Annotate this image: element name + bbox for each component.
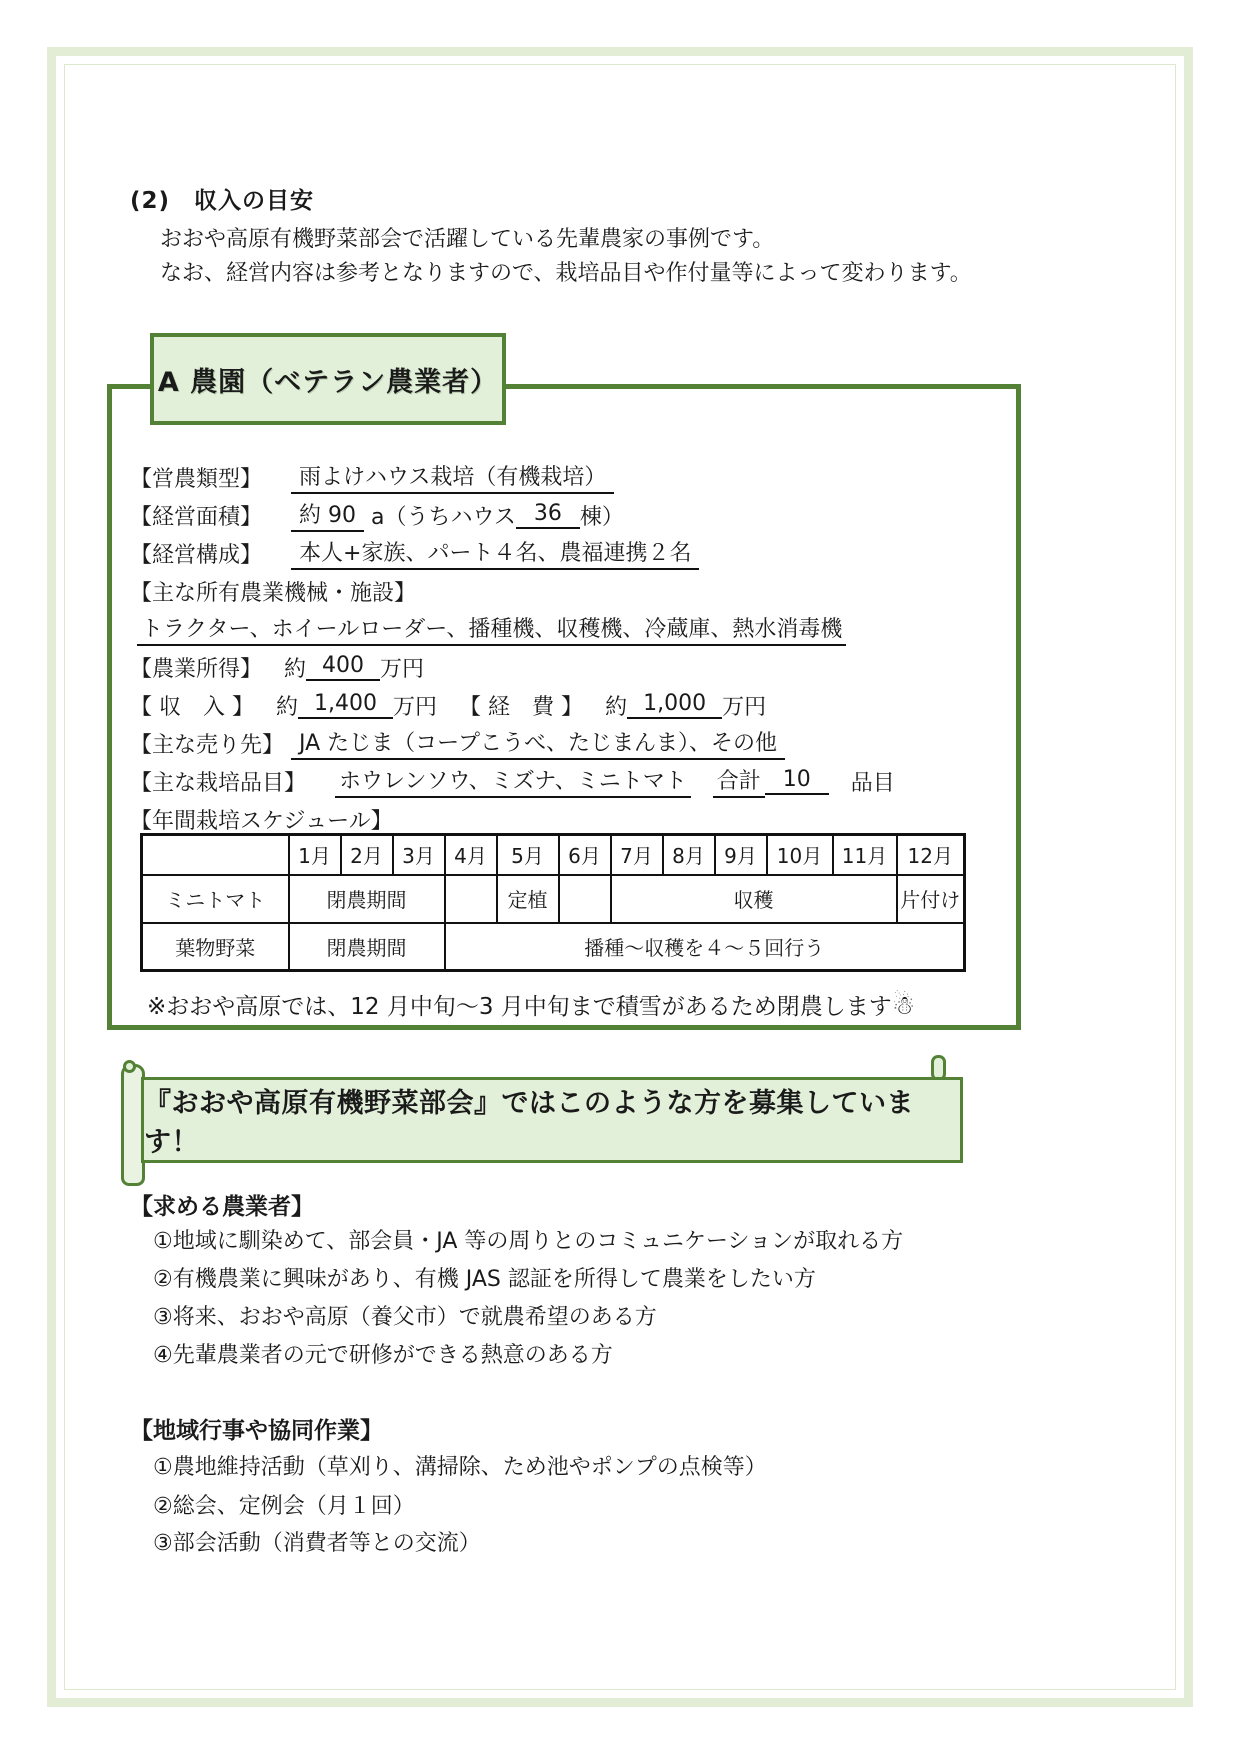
schedule-cell: 閉農期間	[289, 923, 445, 971]
field-value: 1,000	[627, 691, 722, 719]
event-item-3: ③部会活動（消費者等との交流）	[153, 1531, 481, 1556]
schedule-cell-empty	[559, 875, 611, 923]
seeking-item-2: ②有機農業に興味があり、有機 JAS 認証を所得して農業をしたい方	[153, 1267, 816, 1292]
community-events-heading: 【地域行事や協同作業】	[130, 1418, 383, 1444]
month-header: 6月	[559, 835, 611, 875]
month-header: 8月	[663, 835, 715, 875]
table-corner-cell	[142, 835, 289, 875]
table-header-row	[142, 835, 965, 875]
seeking-item-1: ①地域に馴染めて、部会員・JA 等の周りとのコミュニケーションが取れる方	[153, 1229, 904, 1254]
field-text: 万円	[722, 694, 767, 720]
field-text: 棟）	[579, 504, 624, 530]
farm-fields	[130, 458, 1005, 838]
scroll-curl-icon	[123, 1060, 136, 1073]
field-label: 【年間栽培スケジュール】	[130, 808, 393, 834]
field-value: 約 90	[291, 498, 364, 532]
field-text: 万円	[380, 656, 425, 682]
field-value: トラクター、ホイールローダー、播種機、収穫機、冷蔵庫、熱水消毒機	[137, 612, 846, 646]
field-label: 【 収 入 】	[130, 694, 254, 720]
annual-schedule-table	[140, 833, 966, 972]
crop-name-cell: 葉物野菜	[142, 923, 289, 971]
field-revenue-expense	[130, 686, 1005, 724]
seeking-farmers-heading: 【求める農業者】	[130, 1194, 314, 1220]
intro-text-line2: なお、経営内容は参考となりますので、栽培品目や作付量等によって変わります。	[160, 261, 972, 286]
crop-name-cell: ミニトマト	[142, 875, 289, 923]
field-machines-label	[130, 572, 1005, 610]
field-text: 約	[284, 656, 307, 682]
event-item-2: ②総会、定例会（月１回）	[153, 1494, 415, 1519]
seeking-item-3: ③将来、おおや高原（養父市）で就農希望のある方	[153, 1305, 657, 1330]
field-value: 本人+家族、パート４名、農福連携２名	[291, 536, 699, 570]
field-label: 【主な売り先】	[130, 732, 285, 758]
field-value: 10	[765, 767, 829, 795]
field-label: 【主な栽培品目】	[130, 770, 307, 796]
schedule-cell: 播種～収穫を４～５回行う	[445, 923, 965, 971]
field-farm-income	[130, 648, 1005, 686]
schedule-cell: 片付け	[897, 875, 965, 923]
field-text: 品目	[850, 770, 895, 796]
month-header: 2月	[341, 835, 393, 875]
schedule-note	[147, 988, 915, 1021]
schedule-cell: 閉農期間	[289, 875, 445, 923]
field-text: 約	[276, 694, 299, 720]
field-text: 万円	[393, 694, 438, 720]
field-label: 【農業所得】	[130, 656, 263, 682]
field-label: 【主な所有農業機械・施設】	[130, 580, 417, 606]
field-label: 【営農類型】	[130, 466, 263, 492]
field-value: ホウレンソウ、ミズナ、ミニトマト	[335, 764, 691, 798]
field-farming-type	[130, 458, 1005, 496]
schedule-cell: 定植	[497, 875, 559, 923]
table-row-leaf-vegetables	[142, 923, 965, 971]
field-management-composition	[130, 534, 1005, 572]
field-value: 36	[516, 501, 580, 529]
farm-title-badge: A 農園（ベテラン農業者）	[150, 333, 506, 425]
month-header: 9月	[715, 835, 767, 875]
field-text: 合計	[713, 764, 765, 798]
event-item-1: ①農地維持活動（草刈り、溝掃除、ため池やポンプの点検等）	[153, 1455, 767, 1480]
field-main-crops	[130, 762, 1005, 800]
month-header: 4月	[445, 835, 497, 875]
month-header: 11月	[833, 835, 897, 875]
field-label: 【 経 費 】	[459, 694, 584, 720]
field-machines-value	[130, 610, 1005, 648]
month-header: 1月	[289, 835, 341, 875]
seeking-item-4: ④先輩農業者の元で研修ができる熱意のある方	[153, 1343, 613, 1368]
field-value: 400	[306, 653, 380, 681]
field-main-buyers	[130, 724, 1005, 762]
field-value: 1,400	[298, 691, 393, 719]
field-value: 雨よけハウス栽培（有機栽培）	[291, 460, 614, 494]
month-header: 12月	[897, 835, 965, 875]
schedule-cell: 収穫	[611, 875, 897, 923]
section-heading: (2) 収入の目安	[130, 188, 315, 214]
field-text: 約	[605, 694, 628, 720]
month-header: 3月	[393, 835, 445, 875]
field-management-area	[130, 496, 1005, 534]
month-header: 10月	[767, 835, 833, 875]
note-text: ※おおや高原では、12 月中旬～3 月中旬まで積雪があるため閉農します	[147, 994, 892, 1020]
month-header: 5月	[497, 835, 559, 875]
field-value: JA たじま（コープこうべ、たじまんま）、その他	[291, 726, 785, 760]
month-header: 7月	[611, 835, 663, 875]
field-label: 【経営面積】	[130, 504, 263, 530]
intro-text-line1: おおや高原有機野菜部会で活躍している先輩農家の事例です。	[160, 227, 775, 252]
recruitment-banner: 『おおや高原有機野菜部会』ではこのような方を募集しています！	[141, 1077, 963, 1163]
schedule-cell-empty	[445, 875, 497, 923]
snowman-icon: ☃	[891, 991, 916, 1021]
field-label: 【経営構成】	[130, 542, 263, 568]
table-row-minitomato	[142, 875, 965, 923]
field-text: a（うちハウス	[364, 504, 516, 530]
